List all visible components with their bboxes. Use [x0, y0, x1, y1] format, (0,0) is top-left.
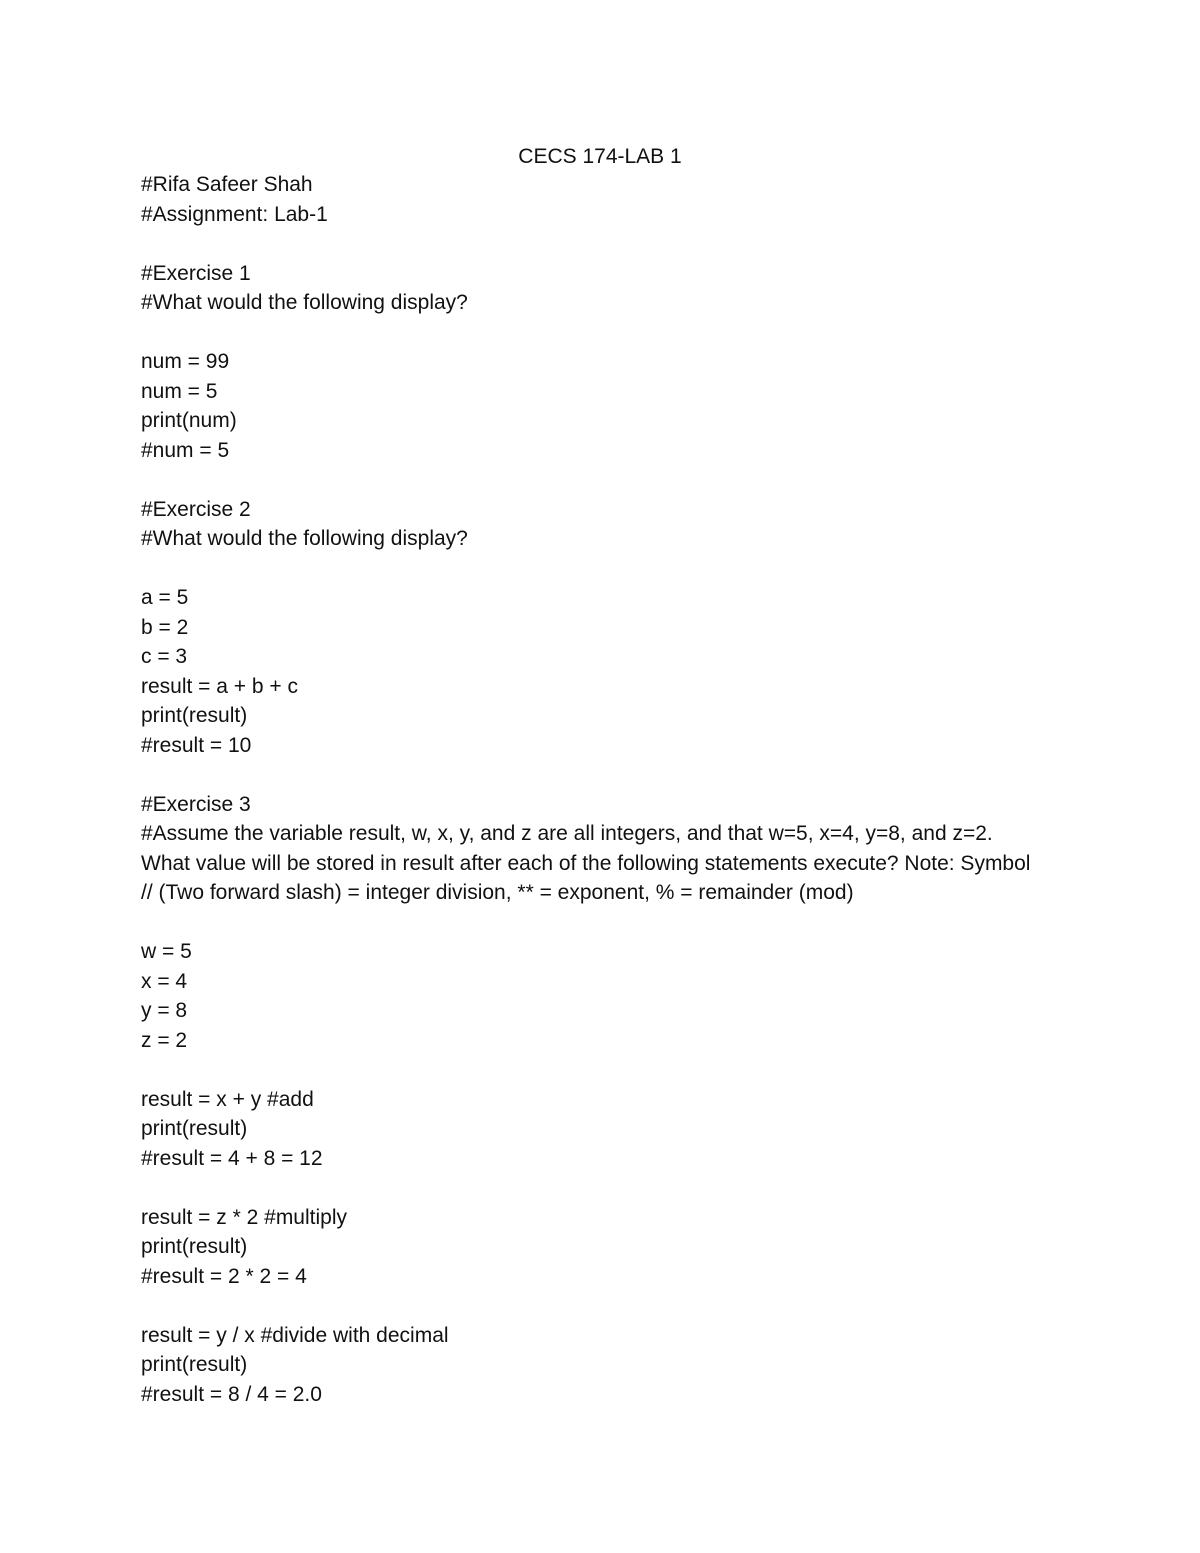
text-line: result = a + b + c	[141, 674, 299, 698]
text-line: c = 3	[141, 645, 188, 668]
blank-line	[141, 760, 1081, 790]
text-line: result = y / x #divide with decimal	[141, 1323, 449, 1347]
text-line: #Exercise 1	[141, 261, 251, 285]
text-line: num = 99	[141, 350, 230, 373]
text-line: num = 5	[141, 379, 218, 403]
text-line: #result = 10	[141, 733, 252, 757]
text-line: #What would the following display?	[141, 527, 468, 550]
text-line: #result = 8 / 4 = 2.0	[141, 1382, 322, 1406]
blank-line	[141, 1055, 1081, 1085]
blank-line	[141, 318, 1081, 348]
text-line: print(result)	[141, 1235, 248, 1258]
text-line: y = 8	[141, 999, 188, 1022]
text-line: print(num)	[141, 409, 237, 432]
text-line: #result = 2 * 2 = 4	[141, 1264, 307, 1288]
text-line: print(result)	[141, 1117, 248, 1140]
blank-line	[141, 229, 1081, 259]
blank-line	[141, 465, 1081, 495]
text-line: result = x + y #add	[141, 1087, 314, 1111]
text-line: What value will be stored in result after each of the following statements execute? Note: Symbol	[141, 851, 1031, 875]
blank-line	[141, 908, 1081, 938]
text-line: #Rifa Safeer Shah	[141, 173, 313, 196]
text-line: b = 2	[141, 615, 189, 639]
text-line: #result = 4 + 8 = 12	[141, 1146, 323, 1170]
text-line: #Assignment: Lab-1	[141, 202, 328, 226]
text-line: result = z * 2 #multiply	[141, 1205, 348, 1229]
text-line: x = 4	[141, 969, 188, 993]
blank-line	[141, 1291, 1081, 1321]
text-line: #What would the following display?	[141, 291, 468, 314]
text-line: #Exercise 3	[141, 792, 251, 816]
text-line: // (Two forward slash) = integer division, ** = exponent, % = remainder (mod)	[141, 881, 854, 904]
document-body	[141, 170, 1081, 1409]
text-line: z = 2	[141, 1028, 188, 1052]
text-line: print(result)	[141, 1353, 248, 1376]
text-line: w = 5	[141, 940, 192, 963]
text-line: #Exercise 2	[141, 497, 251, 521]
text-line: a = 5	[141, 586, 189, 609]
blank-line	[141, 554, 1081, 584]
text-line: print(result)	[141, 704, 248, 727]
text-line: #Assume the variable result, w, x, y, and z are all integers, and that w=5, x=4, y=8, and z=2.	[141, 822, 993, 845]
document-title: CECS 174-LAB 1	[518, 145, 682, 168]
blank-line	[141, 1173, 1081, 1203]
text-line: #num = 5	[141, 438, 230, 462]
